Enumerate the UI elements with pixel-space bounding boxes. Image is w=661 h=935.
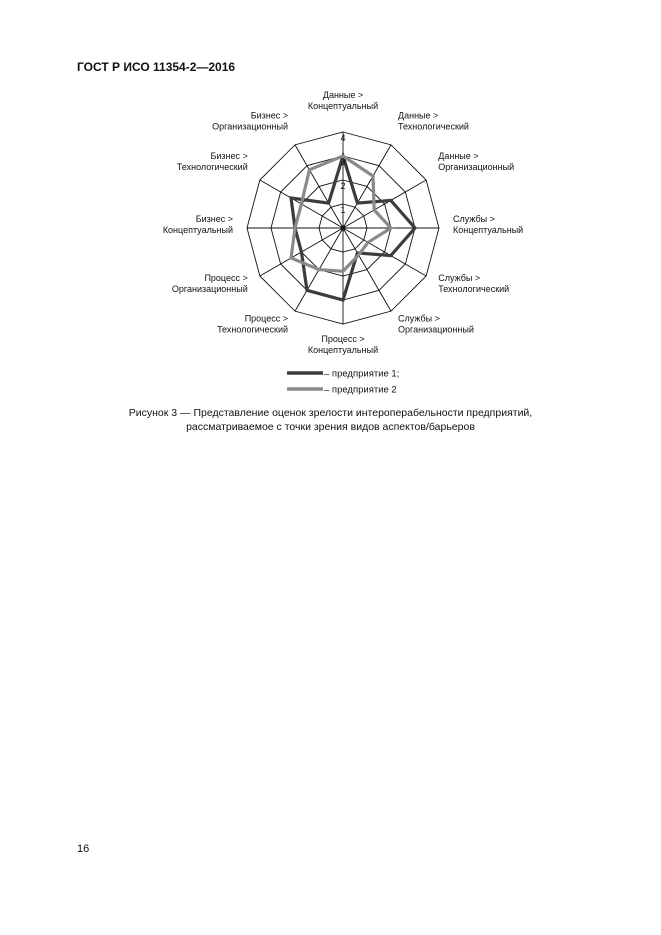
tick-label-1: 1 xyxy=(340,205,346,215)
axis-label-3-line-2: Организационный xyxy=(438,162,515,172)
axis-label-5 xyxy=(438,273,509,294)
axis-label-10-line-1: Бизнес > xyxy=(195,214,233,224)
axis-label-8 xyxy=(217,313,288,334)
axis-label-3 xyxy=(438,151,514,172)
series-2-point-3 xyxy=(373,209,375,211)
series-2-point-6 xyxy=(358,254,360,256)
tick-label-3: 3 xyxy=(340,157,346,167)
document-header: ГОСТ Р ИСО 11354-2—2016 xyxy=(77,60,236,74)
axis-label-7 xyxy=(308,334,378,355)
series-1-point-2 xyxy=(357,202,359,204)
tick-label-0: 0 xyxy=(340,223,346,234)
axis-label-8-line-2: Технологический xyxy=(217,324,288,335)
axis-label-8-line-1: Процесс > xyxy=(244,313,288,324)
series-2-point-8 xyxy=(318,269,320,271)
axis-label-2-line-2: Технологический xyxy=(398,121,469,132)
series-1-point-5 xyxy=(390,255,392,257)
axis-label-6-line-1: Службы > xyxy=(398,313,440,324)
axis-label-10-line-2: Концептуальный xyxy=(162,225,233,235)
chart-legend xyxy=(287,369,399,396)
series-2-point-7 xyxy=(342,270,344,272)
legend-label-1: – предприятие 1; xyxy=(324,368,400,380)
axis-label-10 xyxy=(163,214,233,235)
series-2-point-4 xyxy=(390,227,392,229)
series-2-point-2 xyxy=(372,175,374,177)
grid-spoke-6 xyxy=(343,228,391,311)
tick-label-2: 2 xyxy=(340,181,346,191)
axis-label-5-line-1: Службы > xyxy=(438,273,481,283)
series-1-point-12 xyxy=(328,202,330,204)
axis-label-1-line-1: Данные > xyxy=(322,90,364,100)
axis-label-7-line-2: Концептуальный xyxy=(307,345,379,355)
series-2-point-10 xyxy=(294,227,296,229)
axis-label-5-line-2: Технологический xyxy=(438,284,510,294)
grid-spoke-2 xyxy=(343,145,391,228)
tick-label-4: 4 xyxy=(340,133,346,143)
series-2-point-5 xyxy=(367,242,369,244)
axis-label-7-line-1: Процесс > xyxy=(321,334,365,344)
axis-label-12-line-1: Бизнес > xyxy=(250,110,288,121)
axis-label-11-line-1: Бизнес > xyxy=(210,151,248,161)
series-1-point-7 xyxy=(342,299,344,301)
axis-label-9 xyxy=(172,273,248,294)
axis-label-6-line-2: Организационный xyxy=(398,324,474,335)
axis-label-4 xyxy=(453,214,523,235)
grid-spoke-5 xyxy=(343,228,426,276)
axis-label-1 xyxy=(308,90,378,111)
page-number: 16 xyxy=(77,843,90,855)
axis-label-4-line-1: Службы > xyxy=(453,214,495,224)
legend-label-2: – предприятие 2 xyxy=(324,384,397,396)
caption-line-1: Рисунок 3 — Представление оценок зрелости интероперабельности предприятий, xyxy=(128,407,533,419)
series-2-point-9 xyxy=(290,257,292,259)
axis-label-6 xyxy=(398,313,474,334)
axis-label-12 xyxy=(212,111,288,132)
figure-caption xyxy=(60,406,601,434)
axis-label-11 xyxy=(177,151,248,172)
series-1-point-4 xyxy=(414,227,416,229)
axis-label-12-line-2: Организационный xyxy=(212,121,288,132)
series-1-point-3 xyxy=(390,200,392,202)
axis-label-9-line-1: Процесс > xyxy=(204,273,248,283)
axis-label-2 xyxy=(398,111,469,132)
axis-label-9-line-2: Организационный xyxy=(171,284,248,294)
axis-label-1-line-2: Концептуальный xyxy=(307,101,379,111)
axis-label-3-line-1: Данные > xyxy=(438,151,479,161)
series-1-point-9 xyxy=(301,251,303,253)
series-1-point-11 xyxy=(290,197,292,199)
axis-label-2-line-1: Данные > xyxy=(398,110,439,121)
series-2-point-11 xyxy=(301,203,303,205)
caption-line-2: рассматриваемое с точки зрения видов аспектов/барьеров xyxy=(186,421,475,433)
series-2-point-12 xyxy=(309,169,311,171)
axis-label-11-line-2: Технологический xyxy=(176,162,248,172)
axis-label-4-line-2: Концептуальный xyxy=(453,225,524,235)
series-1-point-8 xyxy=(306,290,308,292)
